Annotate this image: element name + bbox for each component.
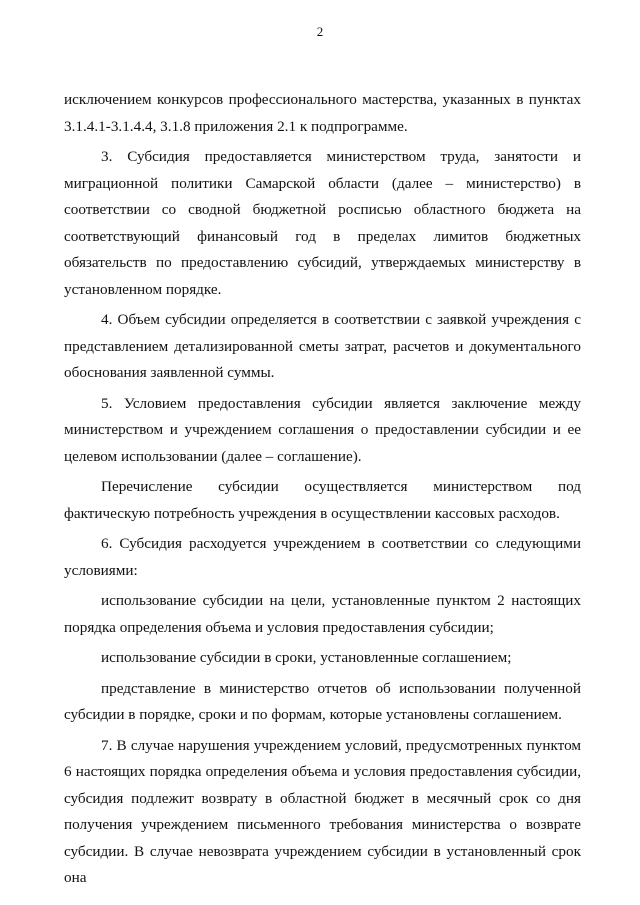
- paragraph-condition-3: представление в министерство отчетов об использовании полученной субсидии в порядке, сроки и по формам, которые установлены соглашением.: [64, 679, 581, 723]
- paragraph-continuation: исключением конкурсов профессионального мастерства, указанных в пунктах 3.1.4.1-3.1.4.4, 3.1.8 приложения 2.1 к подпрограмме.: [64, 91, 581, 135]
- paragraph-item-7: 7. В случае нарушения учреждением условий, предусмотренных пунктом 6 настоящих порядка определения объема и условия предоставления субсидии, субсидия подлежит возврату в областной бюджет в месячный срок со дня получения учреждением письменного требования министерства о возврате субсидии. В случае невозврата учреждением субсидии в установленный срок она: [64, 736, 581, 886]
- paragraph-condition-2: использование субсидии в сроки, установленные соглашением;: [101, 649, 512, 666]
- paragraph-transfer: Перечисление субсидии осуществляется министерством под фактическую потребность учреждения в осуществлении кассовых расходов.: [64, 478, 581, 522]
- page-number: 2: [316, 24, 324, 39]
- paragraph-item-5: 5. Условием предоставления субсидии является заключение между министерством и учреждением соглашения о предоставлении субсидии и ее целевом использовании (далее – соглашение).: [64, 394, 581, 465]
- document-body: [64, 87, 581, 892]
- paragraph-item-3: 3. Субсидия предоставляется министерством труда, занятости и миграционной политики Самарской области (далее – министерство) в соответствии со сводной бюджетной росписью областного бюджета на соответствующий финансовый год в пределах лимитов бюджетных обязательств по предоставлению субсидий, утверждаемых министерству в установленном порядке.: [64, 148, 581, 298]
- paragraph-item-4: 4. Объем субсидии определяется в соответствии с заявкой учреждения с представлением детализированной сметы затрат, расчетов и документального обоснования заявленной суммы.: [64, 311, 581, 381]
- paragraph-condition-1: использование субсидии на цели, установленные пунктом 2 настоящих порядка определения объема и условия предоставления субсидии;: [64, 592, 581, 636]
- paragraph-item-6: 6. Субсидия расходуется учреждением в соответствии со следующими условиями:: [64, 535, 581, 579]
